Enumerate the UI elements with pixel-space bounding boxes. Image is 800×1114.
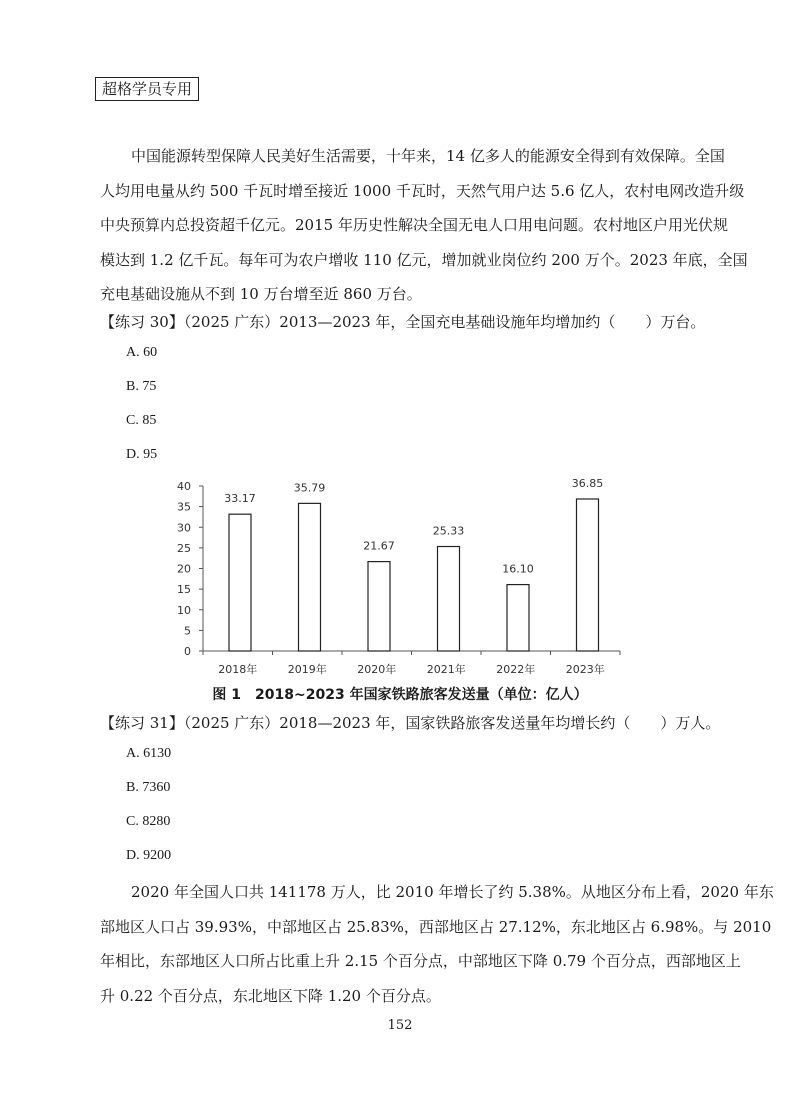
intro-paragraph <box>100 139 748 312</box>
outro-line: 升 0.22 个百分点，东北地区下降 1.20 个百分点。 <box>100 986 441 1005</box>
outro-line: 2020 年全国人口共 141178 万人，比 2010 年增长了约 5.38%。从地区分布上看，2020 年东 <box>131 883 774 901</box>
y-tick-label: 25 <box>177 541 191 555</box>
y-tick-label: 15 <box>177 583 191 597</box>
page-number: 152 <box>387 1018 413 1033</box>
header-tag: 超格学员专用 <box>95 77 199 101</box>
bar <box>299 503 321 651</box>
y-tick-label: 10 <box>177 603 191 617</box>
q30-option-b: B. 75 <box>126 379 157 394</box>
q30-option-a: A. 60 <box>126 345 158 360</box>
intro-line: 人均用电量从约 500 千瓦时增至接近 1000 千瓦时，天然气用户达 5.6 亿人，农村电网改造升级 <box>100 181 745 200</box>
outro-paragraph <box>100 875 774 1013</box>
x-tick-label: 2019年 <box>287 663 327 676</box>
y-tick-label: 20 <box>177 562 191 576</box>
x-tick-label: 2020年 <box>357 663 397 676</box>
q31-option-d: D. 9200 <box>126 848 172 863</box>
y-tick-label: 40 <box>177 480 191 493</box>
x-tick-label: 2022年 <box>496 663 536 676</box>
q30-option-d: D. 95 <box>126 447 158 462</box>
q31-option-a: A. 6130 <box>126 746 172 761</box>
intro-line: 充电基础设施从不到 10 万台增至近 860 万台。 <box>100 285 422 303</box>
y-tick-label: 0 <box>184 645 191 658</box>
bar <box>507 585 529 651</box>
intro-line: 中国能源转型保障人民美好生活需要，十年来，14 亿多人的能源安全得到有效保障。全国 <box>131 147 725 165</box>
y-tick-label: 35 <box>177 500 191 514</box>
bar <box>577 499 599 651</box>
y-tick-label: 30 <box>177 521 191 535</box>
railway-passenger-chart <box>0 470 800 680</box>
intro-line: 模达到 1.2 亿千瓦。每年可为农户增收 110 亿元，增加就业岗位约 200 万个。2023 年底，全国 <box>100 250 748 269</box>
bar-value-label: 33.17 <box>224 492 256 506</box>
chart-caption: 图 1 2018~2023 年国家铁路旅客发送量（单位：亿人） <box>212 687 588 703</box>
outro-line: 年相比，东部地区人口所占比重上升 2.15 个百分点，中部地区下降 0.79 个百分点，西部地区上 <box>100 952 741 970</box>
bar-value-label: 36.85 <box>571 476 604 490</box>
question-30: 【练习 30】（2025 广东）2013—2023 年，全国充电基础设施年均增加约（ ）万台。 <box>100 313 706 331</box>
bar-value-label: 25.33 <box>432 524 465 538</box>
bar <box>368 562 390 651</box>
q30-option-c: C. 85 <box>126 413 157 428</box>
x-tick-label: 2018年 <box>218 663 258 676</box>
question-31: 【练习 31】（2025 广东）2018—2023 年，国家铁路旅客发送量年均增长约（ ）万人。 <box>100 714 721 732</box>
q31-option-c: C. 8280 <box>126 814 171 829</box>
intro-line: 中央预算内总投资超千亿元。2015 年历史性解决全国无电人口用电问题。农村地区户用光伏规 <box>100 216 728 234</box>
bar <box>438 547 460 651</box>
bar-value-label: 21.67 <box>363 539 395 553</box>
bar-value-label: 16.10 <box>502 562 534 576</box>
bar-value-label: 35.79 <box>293 481 326 495</box>
bar <box>229 514 251 651</box>
x-tick-label: 2021年 <box>426 663 466 676</box>
y-tick-label: 5 <box>184 624 191 638</box>
q31-option-b: B. 7360 <box>126 780 171 795</box>
x-tick-label: 2023年 <box>565 663 605 676</box>
outro-line: 部地区人口占 39.93%，中部地区占 25.83%，西部地区占 27.12%，东北地区占 6.98%。与 2010 <box>100 917 772 936</box>
